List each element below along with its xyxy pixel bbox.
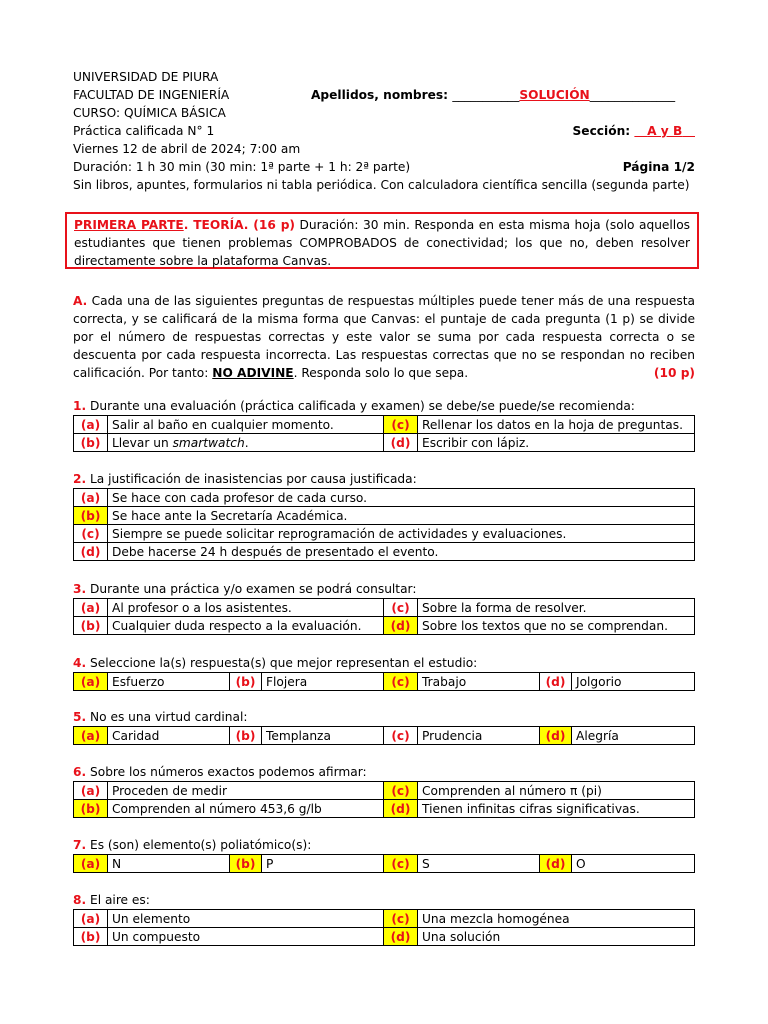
option-text: N: [108, 855, 230, 873]
question-text: Sobre los números exactos podemos afirmar:: [90, 765, 367, 779]
exam-header: [73, 68, 695, 194]
options-table: [73, 598, 695, 635]
option-text: Templanza: [262, 727, 384, 745]
option-letter[interactable]: [74, 599, 108, 617]
option-row: [74, 489, 695, 507]
option-text: Se hace con cada profesor de cada curso.: [108, 489, 695, 507]
option-row: [74, 525, 695, 543]
option-letter[interactable]: [74, 782, 108, 800]
option-text: Esfuerzo: [108, 673, 230, 691]
option-text: Jolgorio: [572, 673, 695, 691]
option-letter-selected[interactable]: [384, 855, 418, 873]
university-name: UNIVERSIDAD DE PIURA: [73, 70, 219, 84]
question-number: 8.: [73, 893, 87, 907]
option-letter-selected[interactable]: [74, 673, 108, 691]
section-a-points: (10 p): [653, 366, 695, 380]
part-one-theory: . TEORÍA. (16 p): [183, 218, 296, 232]
option-letter[interactable]: [74, 525, 108, 543]
question-text: Es (son) elemento(s) poliatómico(s):: [90, 838, 312, 852]
option-letter[interactable]: [230, 727, 262, 745]
part-one-text: Duración: 30 min. Responda en esta misma hoja (solo aquellos estudiantes que tienen problemas COMPROBADOS de conectividad; los que no, deben resolver directamente sobre la plataforma Canvas.: [74, 218, 690, 268]
question-8: [73, 891, 695, 946]
question-text: El aire es:: [90, 893, 150, 907]
option-text: Alegría: [572, 727, 695, 745]
option-text: Siempre se puede solicitar reprogramación de actividades y evaluaciones.: [108, 525, 695, 543]
option-text: Comprenden al número π (pi): [418, 782, 695, 800]
option-text: S: [418, 855, 540, 873]
option-text: Llevar un smartwatch.: [108, 434, 384, 452]
section-label: Sección:: [572, 124, 631, 138]
option-text: Cualquier duda respecto a la evaluación.: [108, 617, 384, 635]
option-letter-selected[interactable]: [384, 782, 418, 800]
option-text: Trabajo: [418, 673, 540, 691]
letter-text: (c): [391, 417, 410, 432]
option-row: [74, 617, 695, 635]
option-letter-selected[interactable]: [384, 416, 418, 434]
letter-text: (a): [80, 911, 101, 926]
question-text: No es una virtud cardinal:: [90, 710, 248, 724]
letter-text: (b): [80, 929, 101, 944]
section-a-instructions: [73, 292, 695, 382]
option-row: [74, 928, 695, 946]
letter-text: (c): [391, 674, 410, 689]
letter-text: (d): [390, 435, 411, 450]
letter-text: (d): [390, 801, 411, 816]
option-letter-selected[interactable]: [384, 910, 418, 928]
exam-date: Viernes 12 de abril de 2024; 7:00 am: [73, 142, 301, 156]
option-row: [74, 599, 695, 617]
section-a-tail: . Responda solo lo que sepa.: [293, 366, 469, 380]
question-number: 3.: [73, 582, 87, 596]
question-text: La justificación de inasistencias por causa justificada:: [90, 472, 417, 486]
letter-text: (d): [545, 674, 566, 689]
exam-materials: Sin libros, apuntes, formularios ni tabla periódica. Con calculadora científica sencilla (segunda parte): [73, 178, 690, 192]
page-number: Página 1/2: [622, 160, 695, 174]
question-text: Durante una práctica y/o examen se podrá consultar:: [90, 582, 417, 596]
option-row: [74, 416, 695, 434]
letter-text: (b): [235, 856, 256, 871]
option-letter-selected[interactable]: [384, 928, 418, 946]
faculty-name: FACULTAD DE INGENIERÍA: [73, 88, 230, 102]
question-text: Durante una evaluación (práctica calificada y examen) se debe/se puede/se recomienda:: [90, 399, 635, 413]
option-text: Se hace ante la Secretaría Académica.: [108, 507, 695, 525]
option-letter[interactable]: [74, 928, 108, 946]
option-text: Rellenar los datos en la hoja de preguntas.: [418, 416, 695, 434]
option-row: [74, 910, 695, 928]
course-name: CURSO: QUÍMICA BÁSICA: [73, 106, 226, 120]
question-number: 2.: [73, 472, 87, 486]
letter-text: (c): [391, 728, 410, 743]
letter-text: (b): [80, 618, 101, 633]
option-text: Flojera: [262, 673, 384, 691]
option-letter-selected[interactable]: [74, 727, 108, 745]
question-5: [73, 708, 695, 745]
question-text: Seleccione la(s) respuesta(s) que mejor representan el estudio:: [90, 656, 478, 670]
name-value: SOLUCIÓN: [519, 88, 590, 102]
question-6: [73, 763, 695, 818]
option-text: Proceden de medir: [108, 782, 384, 800]
option-text: Prudencia: [418, 727, 540, 745]
letter-text: (b): [235, 728, 256, 743]
option-row: [74, 673, 695, 691]
question-4: [73, 654, 695, 691]
question-number: 4.: [73, 656, 87, 670]
letter-text: (c): [391, 600, 410, 615]
letter-text: (d): [390, 929, 411, 944]
option-letter-selected[interactable]: [384, 800, 418, 818]
option-letter-selected[interactable]: [384, 673, 418, 691]
letter-text: (d): [80, 544, 101, 559]
option-letter[interactable]: [74, 910, 108, 928]
question-3: [73, 580, 695, 635]
option-text: P: [262, 855, 384, 873]
letter-text: (d): [390, 618, 411, 633]
option-text: Debe hacerse 24 h después de presentado el evento.: [108, 543, 695, 561]
options-table: [73, 854, 695, 873]
option-text: Salir al baño en cualquier momento.: [108, 416, 384, 434]
part-one-title: PRIMERA PARTE: [74, 218, 184, 232]
section-a-text: Cada una de las siguientes preguntas de respuestas múltiples puede tener más de una respuesta correcta, y se calificará de la misma forma que Canvas: el puntaje de cada pregunta (1 p) se divide por el número de respuestas correctas y este valor se suma por cada respuesta correcta o se descuenta por cada respuesta incorrecta. Las respuestas correctas que no se respondan no reciben calificación. Por tanto:: [73, 294, 695, 380]
option-letter[interactable]: [384, 434, 418, 452]
options-table: [73, 781, 695, 818]
option-letter[interactable]: [74, 489, 108, 507]
option-letter-selected[interactable]: [74, 507, 108, 525]
option-letter[interactable]: [74, 416, 108, 434]
options-table: [73, 672, 695, 691]
option-text: Sobre la forma de resolver.: [418, 599, 695, 617]
question-number: 5.: [73, 710, 87, 724]
letter-text: (c): [81, 526, 100, 541]
letter-text: (b): [235, 674, 256, 689]
letter-text: (c): [391, 856, 410, 871]
option-letter-selected[interactable]: [540, 855, 572, 873]
letter-text: (a): [80, 783, 101, 798]
letter-text: (d): [545, 728, 566, 743]
options-table: [73, 909, 695, 946]
option-row: [74, 727, 695, 745]
option-text: Caridad: [108, 727, 230, 745]
option-text: Tienen infinitas cifras significativas.: [418, 800, 695, 818]
option-text: O: [572, 855, 695, 873]
option-letter-selected[interactable]: [74, 855, 108, 873]
part-one-box: [65, 212, 699, 269]
practice-number: Práctica calificada N° 1: [73, 124, 215, 138]
option-text: Un compuesto: [108, 928, 384, 946]
exam-duration: Duración: 1 h 30 min (30 min: 1ª parte + 1 h: 2ª parte): [73, 160, 411, 174]
letter-text: (d): [545, 856, 566, 871]
option-text: Comprenden al número 453,6 g/lb: [108, 800, 384, 818]
option-text: Un elemento: [108, 910, 384, 928]
option-text: Sobre los textos que no se comprendan.: [418, 617, 695, 635]
letter-text: (b): [80, 508, 101, 523]
option-row: [74, 543, 695, 561]
option-text: Escribir con lápiz.: [418, 434, 695, 452]
options-table: [73, 488, 695, 561]
option-letter[interactable]: [540, 673, 572, 691]
letter-text: (a): [80, 856, 101, 871]
option-row: [74, 800, 695, 818]
letter-text: (c): [391, 783, 410, 798]
option-letter-selected[interactable]: [230, 855, 262, 873]
option-row: [74, 434, 695, 452]
option-letter-selected[interactable]: [384, 617, 418, 635]
student-name-field: [311, 86, 675, 104]
letter-text: (a): [80, 490, 101, 505]
option-letter-selected[interactable]: [74, 800, 108, 818]
section-a-lead: A.: [73, 294, 88, 308]
option-letter[interactable]: [74, 617, 108, 635]
letter-text: (a): [80, 600, 101, 615]
option-row: [74, 855, 695, 873]
letter-text: (a): [80, 728, 101, 743]
option-row: [74, 507, 695, 525]
letter-text: (b): [80, 435, 101, 450]
option-letter[interactable]: [384, 727, 418, 745]
option-text: Al profesor o a los asistentes.: [108, 599, 384, 617]
option-text: Una solución: [418, 928, 695, 946]
letter-text: (c): [391, 911, 410, 926]
question-number: 7.: [73, 838, 87, 852]
option-letter[interactable]: [230, 673, 262, 691]
letter-text: (a): [80, 674, 101, 689]
option-text: Una mezcla homogénea: [418, 910, 695, 928]
section-field: [573, 122, 695, 140]
option-letter[interactable]: [74, 434, 108, 452]
option-letter[interactable]: [74, 543, 108, 561]
options-table: [73, 726, 695, 745]
letter-text: (b): [80, 801, 101, 816]
option-letter-selected[interactable]: [540, 727, 572, 745]
question-2: [73, 470, 695, 561]
section-value-text: A y B: [647, 124, 683, 138]
section-a-emphasis: NO ADIVINE: [212, 366, 294, 380]
name-label: Apellidos, nombres:: [311, 88, 449, 102]
question-number: 6.: [73, 765, 87, 779]
question-7: [73, 836, 695, 873]
options-table: [73, 415, 695, 452]
section-value: [634, 124, 695, 138]
name-blank-right: ______________: [589, 88, 676, 102]
question-1: [73, 397, 695, 452]
name-blank-left: ___________: [452, 88, 520, 102]
option-row: [74, 782, 695, 800]
option-letter[interactable]: [384, 599, 418, 617]
letter-text: (a): [80, 417, 101, 432]
question-number: 1.: [73, 399, 87, 413]
